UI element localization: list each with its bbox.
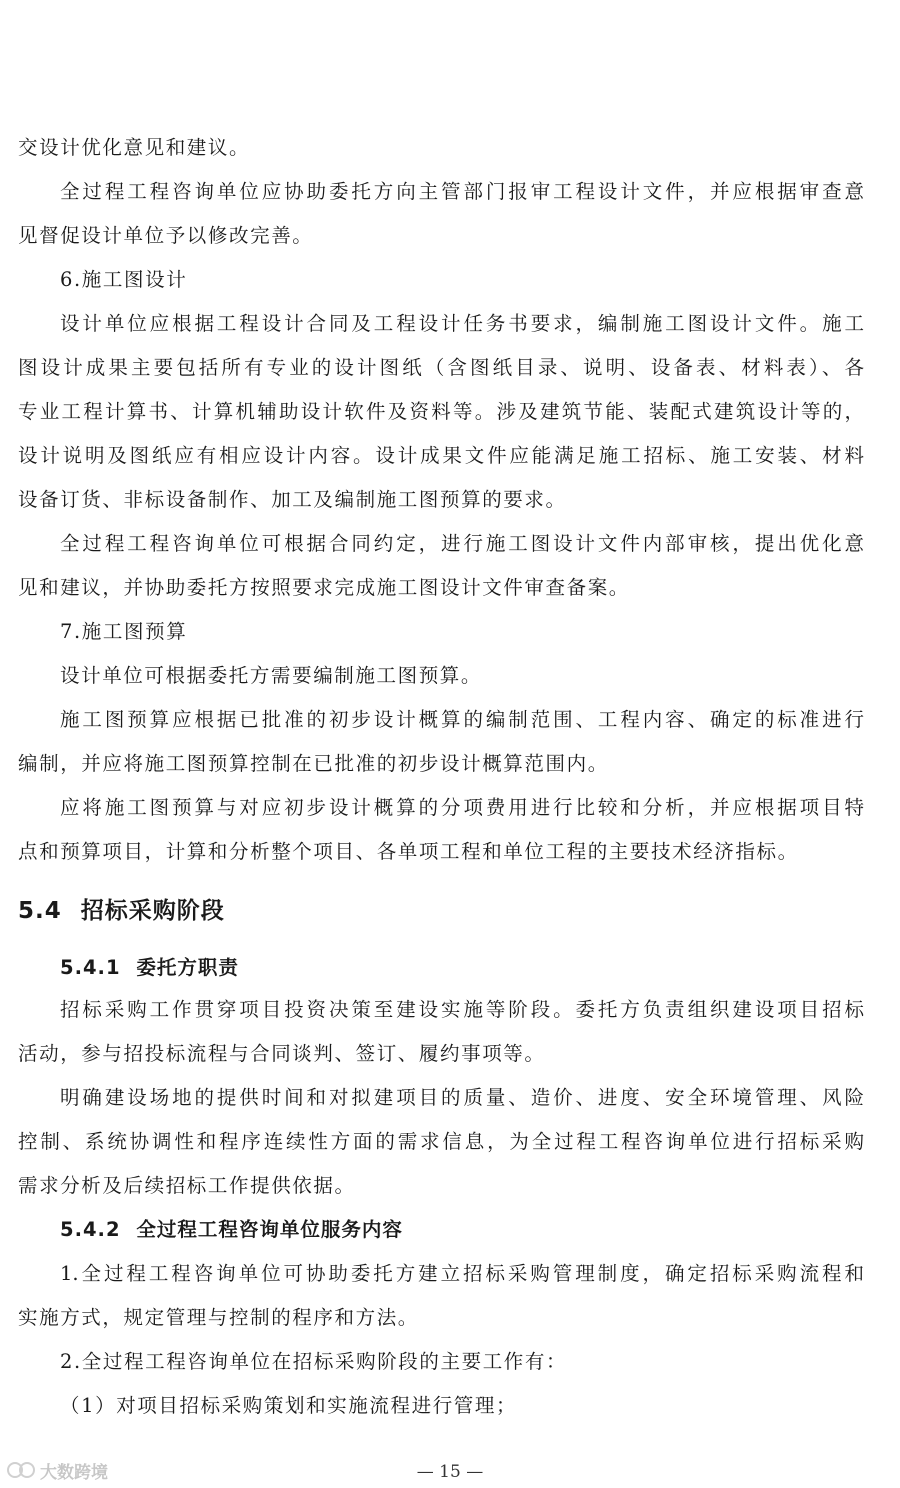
text-line: 见督促设计单位予以修改完善。 bbox=[18, 224, 314, 247]
text-line: 设计单位应根据工程设计合同及工程设计任务书要求，编制施工图设计文件。施工 bbox=[60, 312, 864, 335]
text-line: 编制，并应将施工图预算控制在已批准的初步设计概算范围内。 bbox=[18, 752, 609, 775]
text-line: 活动，参与招投标流程与合同谈判、签订、履约事项等。 bbox=[18, 1042, 546, 1065]
text-line: 1.全过程工程咨询单位可协助委托方建立招标采购管理制度，确定招标采购流程和 bbox=[60, 1262, 864, 1285]
text-line: 招标采购工作贯穿项目投资决策至建设实施等阶段。委托方负责组织建设项目招标 bbox=[60, 998, 864, 1021]
text-line: 图设计成果主要包括所有专业的设计图纸（含图纸目录、说明、设备表、材料表）、各 bbox=[18, 356, 864, 379]
text-line: 见和建议，并协助委托方按照要求完成施工图设计文件审查备案。 bbox=[18, 576, 630, 599]
text-line: 全过程工程咨询单位可根据合同约定，进行施工图设计文件内部审核，提出优化意 bbox=[60, 532, 864, 555]
text-line: 全过程工程咨询单位应协助委托方向主管部门报审工程设计文件，并应根据审查意 bbox=[60, 180, 864, 203]
text-line: 明确建设场地的提供时间和对拟建项目的质量、造价、进度、安全环境管理、风险 bbox=[60, 1086, 864, 1109]
text-line: 施工图预算应根据已批准的初步设计概算的编制范围、工程内容、确定的标准进行 bbox=[60, 708, 864, 731]
text-line: 设计说明及图纸应有相应设计内容。设计成果文件应能满足施工招标、施工安装、材料 bbox=[18, 444, 864, 467]
subsection-heading bbox=[60, 952, 239, 980]
subsection-heading bbox=[60, 1214, 403, 1242]
watermark-text: 大数跨境 bbox=[40, 1462, 108, 1483]
subsection-title: 委托方职责 bbox=[136, 956, 239, 979]
page-number: — 15 — bbox=[416, 1462, 484, 1482]
section-number: 5.4 bbox=[18, 898, 62, 924]
text-line: 需求分析及后续招标工作提供依据。 bbox=[18, 1174, 356, 1197]
text-line: 控制、系统协调性和程序连续性方面的需求信息，为全过程工程咨询单位进行招标采购 bbox=[18, 1130, 864, 1153]
text-line: 实施方式，规定管理与控制的程序和方法。 bbox=[18, 1306, 419, 1329]
subsection-title: 全过程工程咨询单位服务内容 bbox=[136, 1218, 403, 1241]
text-line: 设计单位可根据委托方需要编制施工图预算。 bbox=[60, 664, 483, 687]
subsection-number: 5.4.2 bbox=[60, 1218, 121, 1241]
text-line: 设备订货、非标设备制作、加工及编制施工图预算的要求。 bbox=[18, 488, 567, 511]
item-heading: 6.施工图设计 bbox=[60, 268, 188, 291]
text-line: 应将施工图预算与对应初步设计概算的分项费用进行比较和分析，并应根据项目特 bbox=[60, 796, 864, 819]
list-item: （1）对项目招标采购策划和实施流程进行管理； bbox=[60, 1394, 518, 1417]
text-line: 专业工程计算书、计算机辅助设计软件及资料等。涉及建筑节能、装配式建筑设计等的， bbox=[18, 400, 864, 423]
text-line: 交设计优化意见和建议。 bbox=[18, 136, 251, 159]
item-heading: 7.施工图预算 bbox=[60, 620, 188, 643]
subsection-number: 5.4.1 bbox=[60, 956, 121, 979]
section-title: 招标采购阶段 bbox=[80, 898, 225, 924]
text-line: 2.全过程工程咨询单位在招标采购阶段的主要工作有： bbox=[60, 1350, 568, 1373]
text-line: 点和预算项目，计算和分析整个项目、各单项工程和单位工程的主要技术经济指标。 bbox=[18, 840, 799, 863]
section-heading bbox=[18, 892, 225, 925]
